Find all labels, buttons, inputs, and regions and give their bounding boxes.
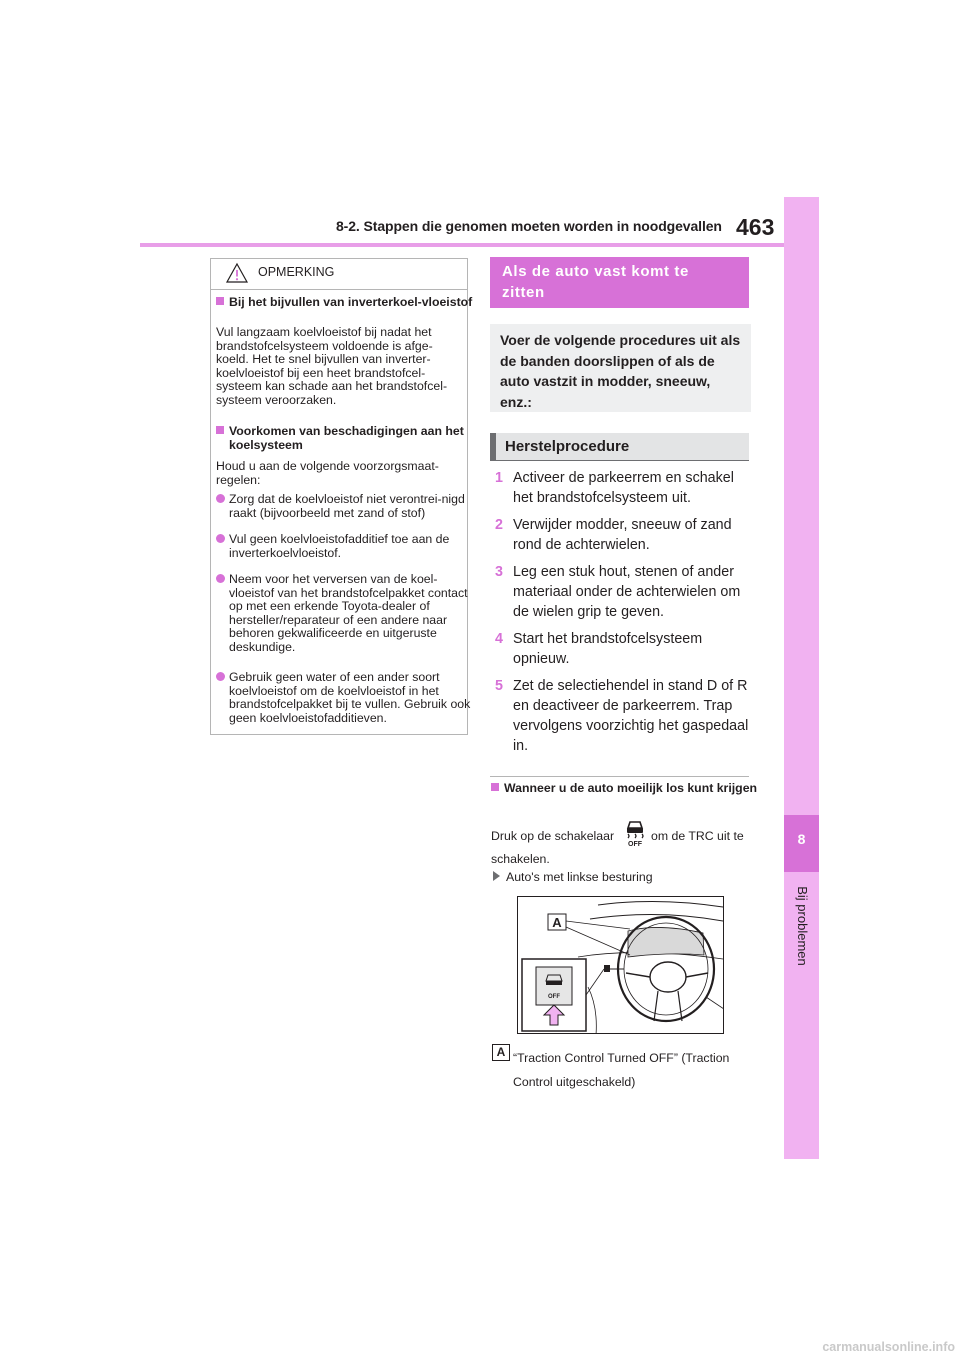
square-bullet-icon <box>216 297 224 305</box>
notice-heading-1: Bij het bijvullen van inverterkoel-vloeistof <box>216 296 474 310</box>
illus-off-label: OFF <box>548 994 560 1000</box>
callout-label: A <box>552 915 562 930</box>
subheading: Herstelprocedure <box>490 433 749 461</box>
watermark: carmanualsonline.info <box>822 1340 955 1354</box>
notice-heading-2: Voorkomen van beschadigingen aan het koelsysteem <box>216 425 474 452</box>
chapter-number: 8 <box>797 831 806 847</box>
notice-bullet: Neem voor het verversen van de koel-vloeistof van het brandstofcelpakket contact op met een erkende Toyota-dealer of hersteller/reparateur of een andere naar behoren gekwalificeerde en uitgeruste deskundige. <box>216 573 474 654</box>
dashboard-illustration <box>517 896 724 1034</box>
round-bullet-icon <box>216 494 225 503</box>
notice-bullet: Zorg dat de koelvloeistof niet verontrei-nigd raakt (bijvoorbeeld met zand of stof) <box>216 493 474 520</box>
step-item: 5 Zet de selectiehendel in stand D of R en deactiveer de parkeerrem. Trap vervolgens voorzichtig het gaspedaal in. <box>495 678 749 754</box>
notice-text-1: Vul langzaam koelvloeistof bij nadat het brandstofcelsysteem voldoende is afge-koeld. Het te snel bijvullen van inverter-koelvloeistof bij een heet brandstofcel-systeem kan schade aan het brandstofcel-systeem veroorzaken. <box>216 325 448 407</box>
round-bullet-icon <box>216 672 225 681</box>
round-bullet-icon <box>216 574 225 583</box>
callout-caption: “Traction Control Turned OFF” (Traction Control uitgeschakeld) <box>513 1051 730 1089</box>
callout-marker: A <box>492 1044 510 1061</box>
step-item: 1 Activeer de parkeerrem en schakel het brandstofcelsysteem uit. <box>495 470 734 506</box>
press-text: Druk op de schakelaar <box>491 829 615 843</box>
divider <box>490 776 749 777</box>
intro-text: Voer de volgende procedures uit als de banden doorslippen of als de auto vastzit in modder, sneeuw, enz.: <box>490 324 751 412</box>
arrow-right-icon <box>493 871 500 881</box>
press-text-end: schakelen. <box>491 852 550 866</box>
condition-heading: Wanneer u de auto moeilijk los kunt krijgen <box>491 782 759 795</box>
square-bullet-icon <box>216 426 224 434</box>
square-bullet-icon <box>491 783 499 791</box>
switch-off-label: OFF <box>628 841 642 847</box>
step-item: 2 Verwijder modder, sneeuw of zand rond de achterwielen. <box>495 517 732 553</box>
header-rule <box>140 243 790 247</box>
warning-icon <box>225 262 249 284</box>
notice-bullet: Vul geen koelvloeistofadditief toe aan de inverterkoelvloeistof. <box>216 533 474 560</box>
chapter-label: Bij problemen <box>795 886 810 966</box>
steering-wheel-illustration <box>518 897 724 1034</box>
step-item: 3 Leg een stuk hout, stenen of ander materiaal onder de achterwielen om de wielen grip te geven. <box>495 564 741 620</box>
notice-title: OPMERKING <box>258 265 335 279</box>
notice-bullet: Gebruik geen water of een ander soort koelvloeistof om de koelvloeistof in het brandstofcelpakket bij te vullen. Gebruik ook geen koelvloeistofadditieven. <box>216 671 474 725</box>
chapter-tab <box>784 197 819 1159</box>
variant-line: Auto's met linkse besturing <box>493 870 653 884</box>
section-title: 8-2. Stappen die genomen moeten worden in noodgevallen <box>336 218 722 234</box>
round-bullet-icon <box>216 534 225 543</box>
trc-off-switch-icon <box>624 819 646 847</box>
press-text-after: om de TRC uit te <box>651 829 744 843</box>
section-heading: Als de auto vast komt te zitten <box>490 257 749 308</box>
step-item: 4 Start het brandstofcelsysteem opnieuw. <box>495 631 703 667</box>
page-number: 463 <box>736 214 775 240</box>
notice-text-2: Houd u aan de volgende voorzorgsmaat-regelen: <box>216 459 439 487</box>
